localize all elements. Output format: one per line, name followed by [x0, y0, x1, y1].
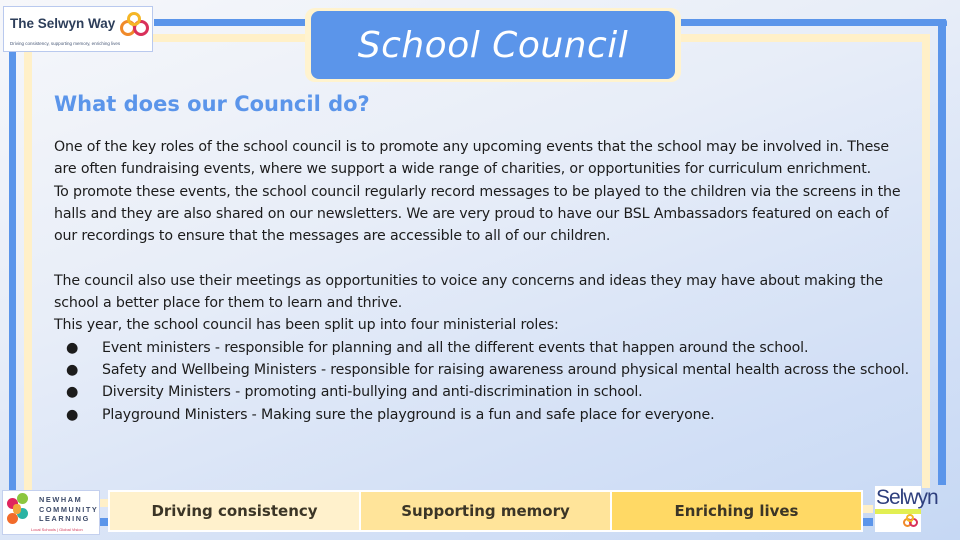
- frame-stub-cream-br: [863, 505, 873, 513]
- role-text: Playground Ministers - Making sure the playground is a fun and safe place for everyone.: [102, 406, 715, 423]
- value-enriching-lives: Enriching lives: [612, 492, 861, 530]
- frame-stub-cream-bl: [100, 499, 108, 507]
- logo-line: LEARNING: [39, 514, 90, 523]
- list-item: [54, 337, 914, 359]
- value-driving-consistency: Driving consistency: [110, 492, 359, 530]
- body-text: [54, 136, 914, 426]
- roles-list: [54, 337, 914, 426]
- frame-line-cream-right: [922, 34, 930, 488]
- paragraph-roles-intro: This year, the school council has been split up into four ministerial roles:: [54, 317, 559, 334]
- paragraph-promotion: To promote these events, the school council regularly record messages to be played to the children via the screens in the halls and they are also shared on our newsletters. We are very proud to have our BSL Ambassadors featured on each of our recordings to ensure that the messages are accessible to all of our children.: [54, 183, 901, 245]
- logo-subtitle: Driving consistency, supporting memory, enriching lives: [10, 41, 121, 46]
- selwyn-way-logo: [3, 6, 153, 52]
- logo-tagline: Local Schools | Global Vision: [31, 527, 83, 532]
- role-text: Event ministers - responsible for planning and all the different events that happen around the school.: [102, 339, 809, 356]
- interlocking-rings-icon: [903, 514, 919, 530]
- logo-title: The Selwyn Way: [10, 16, 116, 31]
- section-heading: What does our Council do?: [54, 92, 370, 116]
- frame-line-cream-left: [24, 52, 32, 490]
- bullet-icon: ●: [66, 361, 79, 378]
- bullet-icon: ●: [66, 406, 79, 423]
- frame-line-blue-left: [9, 52, 16, 490]
- paragraph-meetings: The council also use their meetings as opportunities to voice any concerns and ideas they may have about making the school a better place for them to learn and thrive.: [54, 272, 884, 312]
- paragraph-events: One of the key roles of the school council is to promote any upcoming events that the school may be involved in. These are often fundraising events, where we support a wide range of charities, or opportunities for curriculum enrichment.: [54, 139, 890, 178]
- value-supporting-memory: Supporting memory: [361, 492, 610, 530]
- frame-stub-blue-bl: [100, 518, 108, 526]
- frame-stub-blue-br: [863, 518, 873, 526]
- selwyn-primary-logo: [875, 486, 938, 532]
- logo-line: NEWHAM: [39, 495, 83, 504]
- list-item: [54, 381, 914, 403]
- role-text: Safety and Wellbeing Ministers - responsible for raising awareness around physical mental health across the school.: [102, 361, 909, 378]
- title-banner: [305, 8, 681, 82]
- interlocking-rings-icon: [120, 12, 152, 38]
- list-item: [54, 404, 914, 426]
- list-item: [54, 359, 914, 381]
- bullet-icon: ●: [66, 339, 79, 356]
- logo-word: Selwyn: [876, 486, 938, 509]
- page-title: School Council: [357, 24, 629, 66]
- logo-text: [39, 495, 98, 524]
- newham-community-learning-logo: [2, 490, 100, 535]
- role-text: Diversity Ministers - promoting anti-bullying and anti-discrimination in school.: [102, 384, 643, 401]
- logo-line: COMMUNITY: [39, 504, 99, 514]
- frame-line-blue-right: [938, 19, 946, 485]
- bullet-icon: ●: [66, 384, 79, 401]
- values-bar: [108, 490, 863, 532]
